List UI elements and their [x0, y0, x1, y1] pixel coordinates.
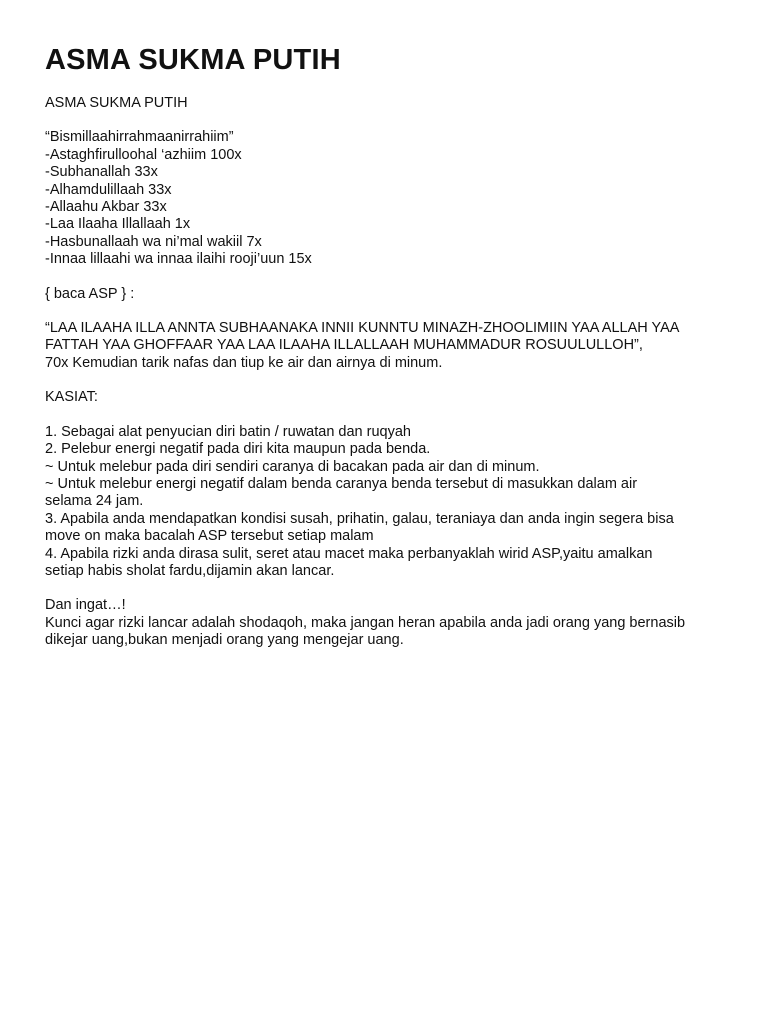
dzikir-line: -Laa Ilaaha Illallaah 1x — [45, 216, 191, 233]
subtitle: ASMA SUKMA PUTIH — [45, 95, 188, 111]
dzikir-line: -Subhanallah 33x — [45, 164, 158, 181]
closing-line: Dan ingat…! — [45, 597, 126, 614]
spacer — [45, 580, 735, 597]
dzikir-line: -Alhamdulillaah 33x — [45, 181, 172, 198]
dzikir-line: -Innaa lillaahi wa innaa ilaihi rooji’uun 15x — [45, 251, 312, 268]
kasiat-line: 4. Apabila rizki anda dirasa sulit, seret atau macet maka perbanyaklah wirid ASP,yaitu amalkan — [45, 545, 653, 562]
kasiat-line: ~ Untuk melebur energi negatif dalam benda caranya benda tersebut di masukkan dalam air — [45, 475, 638, 492]
spacer — [45, 269, 735, 286]
document-page — [45, 40, 735, 650]
dzikir-line: -Astaghfirulloohal ‘azhiim 100x — [45, 146, 242, 163]
spacer — [45, 303, 735, 320]
spacer — [45, 112, 735, 129]
dzikir-line: -Hasbunallaah wa ni’mal wakiil 7x — [45, 233, 262, 250]
kasiat-line: 1. Sebagai alat penyucian diri batin / ruwatan dan ruqyah — [45, 423, 411, 440]
closing-text — [45, 597, 735, 649]
kasiat-line: 2. Pelebur energi negatif pada diri kita maupun pada benda. — [45, 441, 431, 458]
closing-line: Kunci agar rizki lancar adalah shodaqoh, maka jangan heran apabila anda jadi orang yang bernasib — [45, 614, 686, 631]
kasiat-line: setiap habis sholat fardu,dijamin akan lancar. — [45, 562, 335, 579]
kasiat-line: selama 24 jam. — [45, 493, 144, 510]
asp-line: FATTAH YAA GHOFFAAR YAA LAA ILAAHA ILLALLAAH MUHAMMADUR ROSUULULLOH”, — [45, 337, 643, 354]
dzikir-list — [45, 129, 735, 268]
spacer — [45, 407, 735, 424]
spacer — [45, 80, 735, 95]
kasiat-heading: KASIAT: — [45, 389, 98, 406]
asp-text — [45, 320, 735, 372]
kasiat-line: 3. Apabila anda mendapatkan kondisi susah, prihatin, galau, teraniaya dan anda ingin segera bisa — [45, 510, 674, 527]
kasiat-list — [45, 424, 735, 581]
kasiat-line: move on maka bacalah ASP tersebut setiap malam — [45, 528, 374, 545]
spacer — [45, 372, 735, 389]
kasiat-line: ~ Untuk melebur pada diri sendiri caranya di bacakan pada air dan di minum. — [45, 458, 540, 475]
dzikir-line: -Allaahu Akbar 33x — [45, 199, 167, 216]
asp-line: 70x Kemudian tarik nafas dan tiup ke air dan airnya di minum. — [45, 354, 443, 371]
asp-line: “LAA ILAAHA ILLA ANNTA SUBHAANAKA INNII KUNNTU MINAZH-ZHOOLIMIIN YAA ALLAH YAA — [45, 320, 680, 337]
document-title: ASMA SUKMA PUTIH — [45, 44, 341, 76]
dzikir-line: “Bismillaahirrahmaanirrahiim” — [45, 129, 234, 146]
baca-asp-label: { baca ASP } : — [45, 285, 135, 302]
closing-line: dikejar uang,bukan menjadi orang yang mengejar uang. — [45, 632, 404, 649]
